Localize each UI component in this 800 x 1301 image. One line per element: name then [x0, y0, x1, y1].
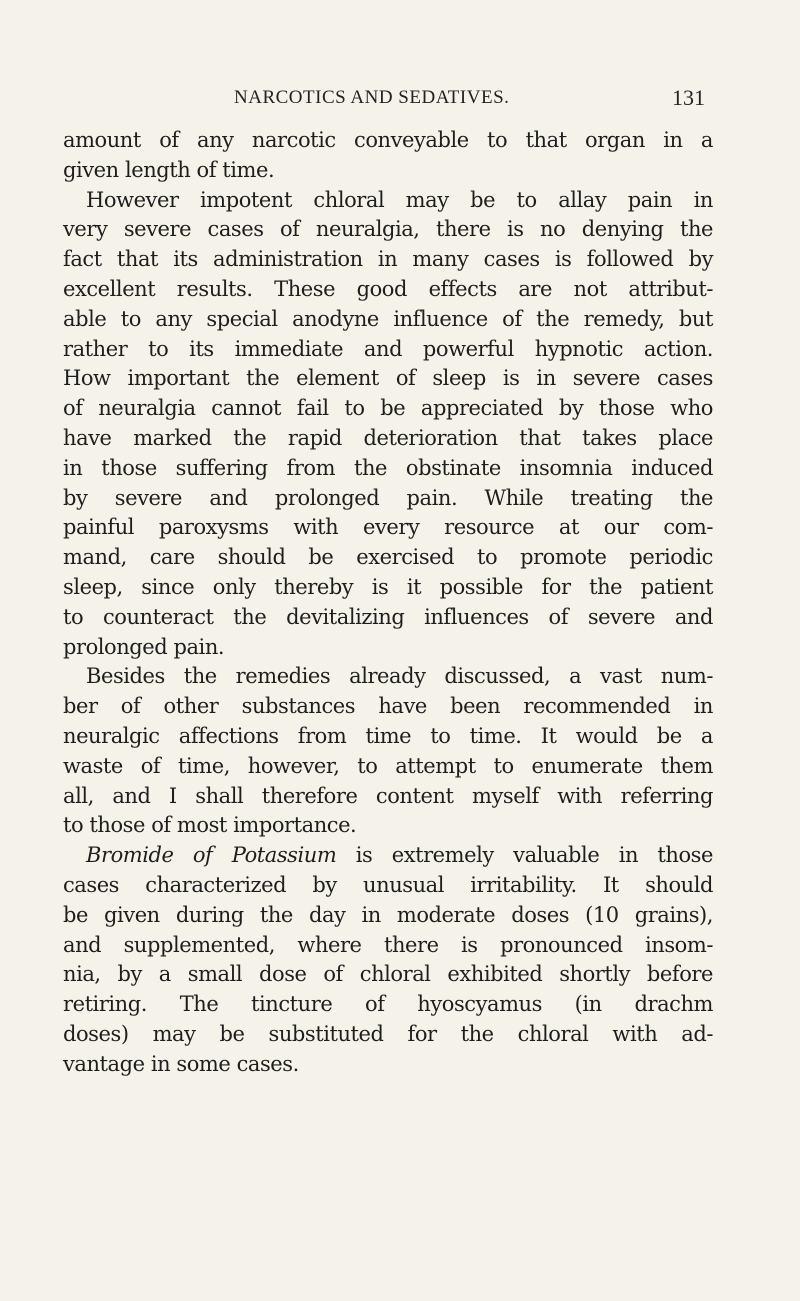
line-text: to counteract the devitalizing influences of severe and [63, 604, 713, 629]
text-line [63, 484, 713, 514]
text-line [63, 692, 713, 722]
text-line [63, 931, 713, 961]
text-line [63, 782, 713, 812]
line-text: sleep, since only thereby is it possible for the patient [63, 574, 713, 599]
running-head [0, 84, 800, 112]
line-text: excellent results. These good effects are not attribut- [63, 276, 713, 301]
line-text: Besides the remedies already discussed, a vast num- [86, 664, 713, 689]
text-line [63, 335, 713, 365]
line-text: retiring. The tincture of hyoscyamus (in drachm [63, 992, 713, 1017]
line-text: amount of any narcotic conveyable to that organ in a [63, 128, 713, 152]
text-line [63, 424, 713, 454]
line-text: neuralgic affections from time to time. It would be a [63, 723, 713, 748]
text-line [63, 364, 713, 394]
text-line [63, 603, 713, 633]
text-line [63, 901, 713, 931]
line-text: How important the element of sleep is in severe cases [63, 366, 713, 391]
line-text: painful paroxysms with every resource at our com- [63, 515, 713, 540]
line-text: all, and I shall therefore content myself with referring [63, 783, 713, 808]
line-text: vantage in some cases. [63, 1051, 299, 1076]
line-text: able to any special anodyne influence of the remedy, but [63, 306, 713, 331]
text-line [63, 662, 713, 692]
text-line [63, 573, 713, 603]
page-number: 131 [672, 85, 705, 110]
text-line [63, 841, 713, 871]
text-line [63, 305, 713, 335]
line-text: and supplemented, where there is pronounced insom- [63, 932, 713, 957]
text-line [63, 394, 713, 424]
text-line [63, 960, 713, 990]
text-line [63, 126, 713, 156]
line-text: nia, by a small dose of chloral exhibited shortly before [63, 962, 713, 987]
line-text: ber of other substances have been recommended in [63, 694, 713, 719]
text-line [63, 543, 713, 573]
line-text: fact that its administration in many cases is followed by [63, 247, 713, 272]
header-title: NARCOTICS AND SEDATIVES. [234, 87, 510, 108]
text-line [63, 186, 713, 216]
line-text: to those of most importance. [63, 813, 357, 838]
text-line [63, 245, 713, 275]
text-line [63, 871, 713, 901]
line-text: doses) may be substituted for the chloral with ad- [63, 1021, 713, 1046]
body-text [63, 126, 713, 1080]
line-text: by severe and prolonged pain. While treating the [63, 485, 713, 510]
text-line [63, 633, 713, 663]
text-line [63, 752, 713, 782]
line-text: have marked the rapid deterioration that takes place [63, 425, 713, 450]
text-line [63, 275, 713, 305]
line-text: waste of time, however, to attempt to enumerate them [63, 753, 713, 778]
text-line [63, 513, 713, 543]
text-line [63, 990, 713, 1020]
line-text: is extremely valuable in those [336, 843, 713, 868]
line-text: prolonged pain. [63, 634, 225, 659]
line-text: very severe cases of neuralgia, there is no denying the [63, 217, 713, 242]
line-text: of neuralgia cannot fail to be appreciated by those who [63, 396, 713, 421]
line-text: given length of time. [63, 157, 275, 182]
line-text: rather to its immediate and powerful hypnotic action. [63, 336, 713, 361]
text-line [63, 811, 713, 841]
text-line [63, 1020, 713, 1050]
line-text: However impotent chloral may be to allay pain in [86, 187, 713, 212]
italic-term: Bromide of Potassium [86, 843, 337, 868]
text-line [63, 454, 713, 484]
line-text: cases characterized by unusual irritability. It should [63, 872, 713, 897]
line-text: mand, care should be exercised to promote periodic [63, 545, 713, 570]
text-line [63, 215, 713, 245]
line-text: in those suffering from the obstinate insomnia induced [63, 455, 713, 480]
line-text: be given during the day in moderate doses (10 grains), [63, 902, 713, 927]
text-line [63, 722, 713, 752]
text-line [63, 1050, 713, 1080]
text-line [63, 156, 713, 186]
